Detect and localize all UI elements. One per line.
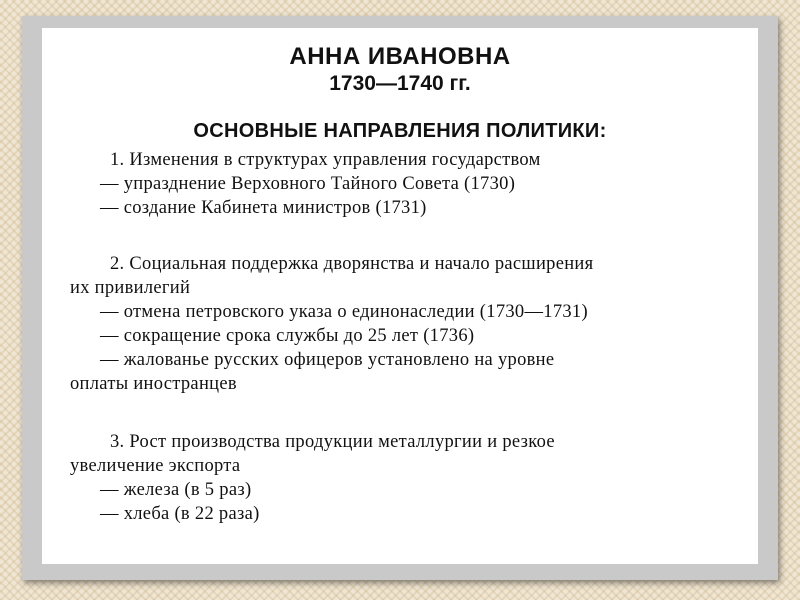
section-2-heading-continued: их привилегий (70, 278, 191, 298)
list-item-continued: оплаты иностранцев (70, 374, 237, 394)
section-heading: ОСНОВНЫЕ НАПРАВЛЕНИЯ ПОЛИТИКИ: (193, 120, 607, 142)
section-3-heading-continued: увеличение экспорта (70, 456, 241, 476)
section-3-heading: 3. Рост производства продукции металлургии и резкое (110, 432, 555, 452)
list-item: — жалованье русских офицеров установлено на уровне (100, 350, 555, 370)
list-item: — создание Кабинета министров (1731) (100, 198, 427, 218)
document-header (42, 42, 758, 143)
list-item: — упразднение Верховного Тайного Совета (1730) (100, 174, 516, 194)
section-1-heading: 1. Изменения в структурах управления государством (110, 150, 541, 170)
document-sheet (42, 28, 758, 564)
document-title: АННА ИВАНОВНА (289, 43, 511, 70)
list-item: — сокращение срока службы до 25 лет (1736) (100, 326, 475, 346)
list-item: — отмена петровского указа о единонаследии (1730—1731) (100, 302, 588, 322)
list-item: — хлеба (в 22 раза) (100, 504, 260, 524)
list-item: — железа (в 5 раз) (100, 480, 252, 500)
reign-years: 1730—1740 гг. (329, 72, 471, 95)
section-2-heading: 2. Социальная поддержка дворянства и начало расширения (110, 254, 594, 274)
